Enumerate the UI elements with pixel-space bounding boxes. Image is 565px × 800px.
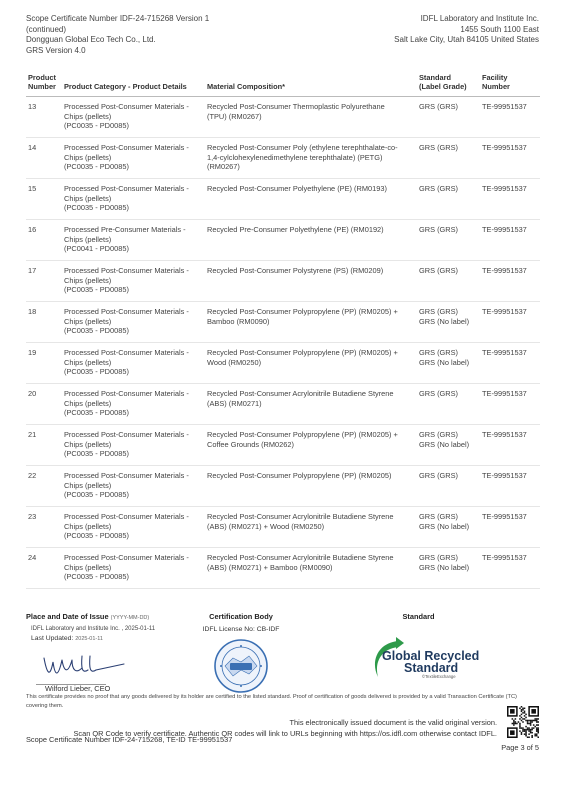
material-cell: Recycled Post-Consumer Polystyrene (PS) (RM0209) — [205, 261, 417, 302]
category-cell: Processed Post-Consumer Materials - Chips (pellets) (PC0035 - PD0085) — [62, 138, 205, 179]
category-cell: Processed Post-Consumer Materials - Chips (pellets) (PC0035 - PD0085) — [62, 425, 205, 466]
facility-number-cell: TE-99951537 — [480, 97, 540, 138]
standard-cell: GRS (GRS) — [417, 220, 480, 261]
facility-number-cell: TE-99951537 — [480, 179, 540, 220]
material-cell: Recycled Post-Consumer Acrylonitrile Butadiene Styrene (ABS) (RM0271) + Wood (RM0250) — [205, 507, 417, 548]
product-number-cell: 18 — [26, 302, 62, 343]
table-row — [26, 548, 540, 589]
standard-cell: GRS (GRS) GRS (No label) — [417, 425, 480, 466]
page-number: Page 3 of 5 — [501, 743, 539, 752]
table-header-row — [26, 67, 540, 97]
table-row — [26, 507, 540, 548]
place-date-block — [26, 612, 201, 693]
category-cell: Processed Post-Consumer Materials - Chips (pellets) (PC0035 - PD0085) — [62, 261, 205, 302]
material-cell: Recycled Post-Consumer Polyethylene (PE) (RM0193) — [205, 179, 417, 220]
header-cert-number: Scope Certificate Number IDF-24-715268 Version 1 — [26, 14, 210, 23]
product-number-cell: 23 — [26, 507, 62, 548]
signature-image — [38, 648, 128, 684]
footer-cert-number: Scope Certificate Number IDF-24-715268, TE-ID TE-99951537 — [26, 735, 233, 744]
product-number-cell: 14 — [26, 138, 62, 179]
category-cell: Processed Post-Consumer Materials - Chips (pellets) (PC0035 - PD0085) — [62, 384, 205, 425]
product-number-cell: 15 — [26, 179, 62, 220]
facility-number-cell: TE-99951537 — [480, 425, 540, 466]
category-cell: Processed Post-Consumer Materials - Chips (pellets) (PC0035 - PD0085) — [62, 97, 205, 138]
table-row — [26, 384, 540, 425]
facility-number-cell: TE-99951537 — [480, 302, 540, 343]
category-cell: Processed Post-Consumer Materials - Chips (pellets) (PC0035 - PD0085) — [62, 548, 205, 589]
header-company: Dongguan Global Eco Tech Co., Ltd. — [26, 35, 156, 44]
facility-number-cell: TE-99951537 — [480, 507, 540, 548]
col-header-facility: Facility Number — [480, 67, 540, 97]
standard-cell: GRS (GRS) GRS (No label) — [417, 343, 480, 384]
category-cell: Processed Post-Consumer Materials - Chips (pellets) (PC0035 - PD0085) — [62, 466, 205, 507]
standard-cell: GRS (GRS) — [417, 97, 480, 138]
category-cell: Processed Post-Consumer Materials - Chips (pellets) (PC0035 - PD0085) — [62, 507, 205, 548]
table-row — [26, 302, 540, 343]
table-row — [26, 97, 540, 138]
category-cell: Processed Post-Consumer Materials - Chips (pellets) (PC0035 - PD0085) — [62, 179, 205, 220]
qr-notice: Scan QR Code to verify certificate. Authentic QR codes will link to URLs beginning with https://os.idfl.com otherwise contact IDFL. — [73, 729, 497, 738]
standard-label: Standard — [402, 612, 435, 621]
material-cell: Recycled Post-Consumer Polypropylene (PP) (RM0205) + Bamboo (RM0090) — [205, 302, 417, 343]
product-number-cell: 19 — [26, 343, 62, 384]
disclaimer-text: This certificate provides no proof that any goods delivered by its holder are certified to the listed standard. Proof of certification of goods delivered is provided by a valid Transaction Certificate (TC) covering them. — [26, 694, 517, 709]
table-row — [26, 466, 540, 507]
idfl-certified-seal — [213, 638, 269, 694]
table-row — [26, 220, 540, 261]
header-certifier-block — [394, 14, 539, 46]
product-number-cell: 16 — [26, 220, 62, 261]
category-cell: Processed Post-Consumer Materials - Chips (pellets) (PC0035 - PD0085) — [62, 302, 205, 343]
facility-number-cell: TE-99951537 — [480, 384, 540, 425]
facility-number-cell: TE-99951537 — [480, 343, 540, 384]
signatory-name: Wilford Lieber, CEO — [45, 684, 111, 693]
standard-cell: GRS (GRS) — [417, 261, 480, 302]
standard-cell: GRS (GRS) GRS (No label) — [417, 507, 480, 548]
grs-wordmark: Global Recycled Standard ©TextileExchange — [382, 649, 480, 679]
table-row — [26, 261, 540, 302]
standard-cell: GRS (GRS) — [417, 384, 480, 425]
product-number-cell: 17 — [26, 261, 62, 302]
facility-number-cell: TE-99951537 — [480, 466, 540, 507]
product-number-cell: 22 — [26, 466, 62, 507]
header-continued: (continued) — [26, 24, 67, 34]
header-certifier-name: IDFL Laboratory and Institute Inc. — [420, 14, 539, 23]
material-cell: Recycled Post-Consumer Acrylonitrile Butadiene Styrene (ABS) (RM0271) + Bamboo (RM0090) — [205, 548, 417, 589]
table-row — [26, 425, 540, 466]
verification-qr-code[interactable] — [507, 706, 539, 738]
facility-number-cell: TE-99951537 — [480, 548, 540, 589]
header-certifier-city: Salt Lake City, Utah 84105 United States — [394, 35, 539, 44]
electronic-notice: This electronically issued document is the valid original version. — [289, 718, 497, 727]
certification-body-label: Certification Body — [209, 612, 273, 621]
standard-cell: GRS (GRS) GRS (No label) — [417, 302, 480, 343]
table-row — [26, 138, 540, 179]
grs-logo — [356, 635, 481, 695]
category-cell: Processed Post-Consumer Materials - Chips (pellets) (PC0035 - PD0085) — [62, 343, 205, 384]
table-row — [26, 343, 540, 384]
header-certifier-street: 1455 South 1100 East — [460, 24, 539, 34]
material-cell: Recycled Post-Consumer Polypropylene (PP) (RM0205) + Coffee Grounds (RM0262) — [205, 425, 417, 466]
col-header-product-number: Product Number — [26, 67, 62, 97]
product-number-cell: 13 — [26, 97, 62, 138]
standard-cell: GRS (GRS) GRS (No label) — [417, 548, 480, 589]
col-header-category: Product Category - Product Details — [62, 67, 205, 97]
material-cell: Recycled Post-Consumer Thermoplastic Polyurethane (TPU) (RM0267) — [205, 97, 417, 138]
product-table — [26, 67, 540, 589]
standard-cell: GRS (GRS) — [417, 138, 480, 179]
standard-block — [356, 612, 481, 695]
category-cell: Processed Pre-Consumer Materials - Chips (pellets) (PC0041 - PD0085) — [62, 220, 205, 261]
material-cell: Recycled Pre-Consumer Polyethylene (PE) (RM0192) — [205, 220, 417, 261]
header-issuer-block — [26, 14, 209, 56]
standard-cell: GRS (GRS) — [417, 179, 480, 220]
place-date-label: Place and Date of Issue (YYYY-MM-DD) — [26, 612, 150, 621]
table-row — [26, 179, 540, 220]
standard-cell: GRS (GRS) — [417, 466, 480, 507]
header-grs-version: GRS Version 4.0 — [26, 45, 86, 55]
license-number: IDFL License No: CB-IDF — [202, 626, 280, 633]
table-body — [26, 97, 540, 589]
facility-number-cell: TE-99951537 — [480, 220, 540, 261]
material-cell: Recycled Post-Consumer Polypropylene (PP) (RM0205) — [205, 466, 417, 507]
product-number-cell: 20 — [26, 384, 62, 425]
material-cell: Recycled Post-Consumer Poly (ethylene terephthalate-co- 1,4-cylclohexylenedimethylene terephthalate) (PETG) (RM0267) — [205, 138, 417, 179]
material-cell: Recycled Post-Consumer Polypropylene (PP) (RM0205) + Wood (RM0250) — [205, 343, 417, 384]
col-header-standard: Standard (Label Grade) — [417, 67, 480, 97]
last-updated: Last Updated: 2025-01-11 — [31, 635, 103, 642]
col-header-material: Material Composition* — [205, 67, 417, 97]
product-number-cell: 24 — [26, 548, 62, 589]
facility-number-cell: TE-99951537 — [480, 138, 540, 179]
certification-body-block — [181, 612, 301, 699]
facility-number-cell: TE-99951537 — [480, 261, 540, 302]
issuer-line: IDFL Laboratory and Institute Inc. , 2025-01-11 — [31, 626, 156, 632]
material-cell: Recycled Post-Consumer Acrylonitrile Butadiene Styrene (ABS) (RM0271) — [205, 384, 417, 425]
product-number-cell: 21 — [26, 425, 62, 466]
